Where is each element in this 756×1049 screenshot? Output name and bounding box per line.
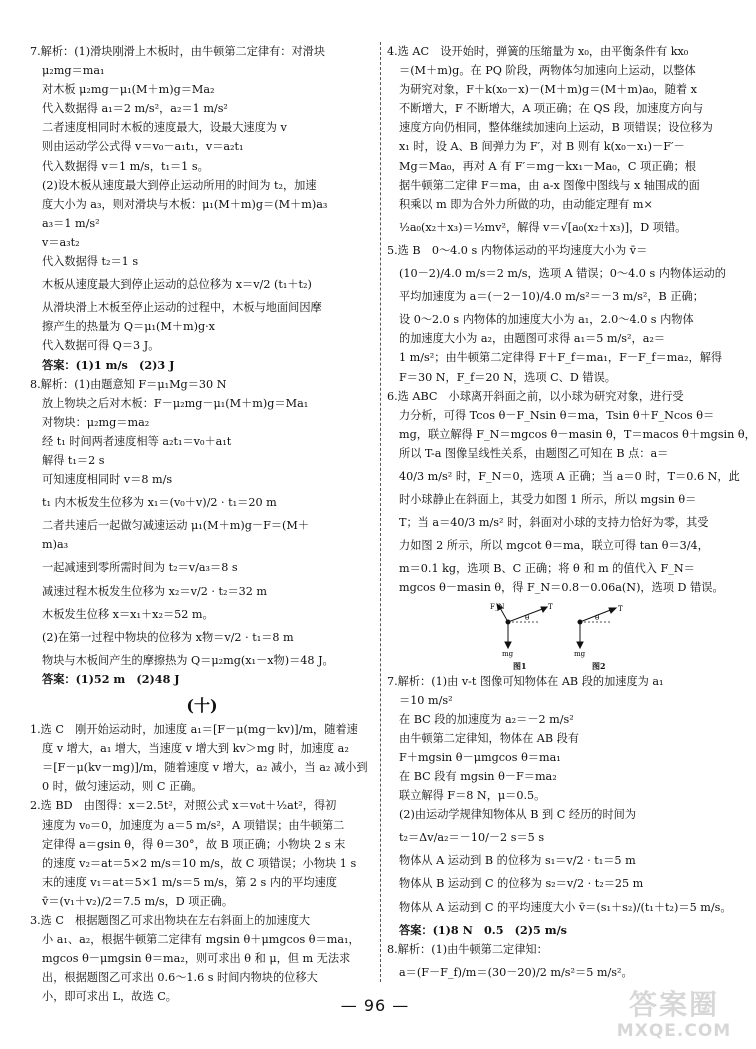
text-line: 对物块：μ₂mg＝ma₂ [42,415,150,429]
text-line: x₁ 时，设 A、B 间弹力为 F′，对 B 则有 k(x₀－x₁)－F′－ [399,140,685,154]
text-line: 解得 t₁＝2 s [42,453,105,467]
text-line: 放上物块之后对木板：F－μ₂mg－μ₁(M＋m)g＝Ma₁ [42,396,309,410]
text-line: 二者共速后一起做匀减速运动 μ₁(M＋m)g－F＝(M＋ [42,519,310,533]
text-line: 8.解析：(1)由牛顿第二定律知： [387,942,548,956]
text-line: 1.选 C 刚开始运动时，加速度 a₁＝[F－μ(mg－kv)]/m，随着速 [30,723,358,737]
text-line: F＋mgsin θ－μmgcos θ＝ma₁ [399,750,561,764]
text-line: 木板从速度最大到停止运动的总位移为 x＝v/2 (t₁＋t₂) [42,278,312,292]
text-line: 的速度 v₂＝at＝5×2 m/s＝10 m/s，故 C 项错误；小物块 1 s [42,856,357,870]
text-line: 物块与木板间产生的摩擦热为 Q＝μ₂mg(x₁－x物)＝48 J。 [42,653,334,667]
text-line: 5.选 B 0～4.0 s 内物体运动的平均速度大小为 v̄＝ [387,243,648,257]
text-line: 一起减速到零所需时间为 t₂＝v/a₃＝8 s [42,561,238,575]
text-line: 积乘以 m 即为合外力所做的功，由动能定理有 m× [399,197,653,211]
text-line: 小，即可求出 L，故选 C。 [42,990,177,1004]
text-line: a₃＝1 m/s² [42,216,100,230]
watermark-url: MXQE.COM [616,1021,732,1041]
text-line: (2)由运动学规律知物体从 B 到 C 经历的时间为 [399,808,637,822]
text-line: 设 0～2.0 s 内物体的加速度大小为 a₁，2.0～4.0 s 内物体 [399,313,694,327]
text-line: ＝(M＋m)g。在 PQ 阶段，两物体匀加速向上运动，以整体 [399,64,696,78]
text-line: 力如图 2 所示，所以 mgcot θ＝ma，联立可得 tan θ＝3/4， [399,539,709,553]
text-line: 度大小为 a₃，则对滑块与木板：μ₁(M＋m)g＝(M＋m)a₃ [42,197,328,211]
text-line: 代入数据可得 Q＝3 J。 [42,339,160,353]
text-line: 从滑块滑上木板至停止运动的过程中，木板与地面间因摩 [42,301,322,315]
text-line: 3.选 C 根据题图乙可求出物块在左右斜面上的加速度大 [30,914,311,928]
text-line: ＝[F－μ(kv－mg)]/m，随着速度 v 增大，a₂ 减小，当 a₂ 减小到 [42,761,368,775]
text-line: 定律得 a＝gsin θ，得 θ＝30°，故 B 项正确；小物块 2 s 末 [42,837,346,851]
text-line: t₂＝Δv/a₂＝－10/－2 s＝5 s [399,831,545,845]
text-line: 则由运动学公式得 v＝v₀－a₁t₁，v＝a₂t₁ [42,140,244,154]
text-line: 在 BC 段有 mgsin θ－F＝ma₂ [399,770,557,783]
text-line: (2)在第一过程中物块的位移为 x物＝v/2 · t₁＝8 m [42,630,294,644]
section-heading: (十) [186,696,218,715]
text-line: 为研究对象，F＋k(x₀－x)－(M＋m)g＝(M＋m)a₀，随着 x [399,83,697,97]
right-column [387,42,756,984]
text-line: 1 m/s²；由牛顿第二定律得 F＋F_f＝ma₁，F－F_f＝ma₂，解得 [399,351,723,365]
text-line: 的加速度大小为 a₂，由题图可求得 a₁＝5 m/s²，a₂＝ [399,332,666,346]
right-column-top [387,42,756,598]
text-line: mg，联立解得 F_N＝mgcos θ－masin θ，T＝macos θ＋mgsin θ， [399,427,756,441]
text-line: 7.解析：(1)由 v-t 图像可知物体在 AB 段的加速度为 a₁ [387,674,664,688]
fig2-label-t: T [618,604,623,613]
text-line: 40/3 m/s² 时，F_N＝0，选项 A 正确；当 a＝0 时，T＝0.6 N，此 [399,469,740,483]
text-line: m)a₃ [42,538,69,552]
text-line: a＝(F－F_f)/m＝(30－20)/2 m/s²＝5 m/s²。 [399,965,633,979]
text-line: 联立解得 F＝8 N，μ＝0.5。 [399,789,546,803]
figure-1 [497,604,547,648]
text-line: t₁ 内木板发生位移为 x₁＝(v₀＋v)/2 · t₁＝20 m [42,496,277,510]
text-line: 二者速度相同时木板的速度最大，设最大速度为 v [42,121,287,135]
fig1-caption: 图1 [513,660,527,671]
text-line: 速度为 v₀＝0，加速度为 a＝5 m/s²，A 项错误；由牛顿第二 [42,818,345,832]
text-line: 据牛顿第二定律 F＝ma，由 a-x 图像中图线与 x 轴围成的面 [399,178,700,192]
fig2-label-mg: mg [574,649,586,658]
answer-line: 答案：(1)8 N 0.5 (2)5 m/s [399,922,567,937]
watermark-text: 答案圈 [628,988,719,1021]
text-line: F＝30 N，F_f＝20 N，选项 C、D 错误。 [399,370,616,384]
page-number: — 96 — [340,996,410,1015]
force-diagram-svg [387,600,727,666]
text-line: (2)设木板从速度最大到停止运动所用的时间为 t₂，加速 [42,178,317,192]
text-line: m＝0.1 kg，选项 B、C 正确；将 θ 和 m 的值代入 F_N＝ [399,562,695,576]
text-line: 减速过程木板发生位移为 x₂＝v/2 · t₂＝32 m [42,584,268,598]
fig2-label-theta: θ [595,613,600,622]
text-line: 擦产生的热量为 Q＝μ₁(M＋m)g·x [42,320,215,334]
fig2-caption: 图2 [592,660,606,671]
text-line: 6.选 ABC 小球离开斜面之前，以小球为研究对象，进行受 [387,389,684,403]
text-line: mgcos θ－μmgsin θ＝ma₂，则可求出 θ 和 μ，但 m 无法求 [42,952,351,966]
text-line: 经 t₁ 时间两者速度相等 a₂t₁＝v₀＋a₁t [42,434,232,448]
text-line: 8.解析：(1)由题意知 F＝μ₁Mg＝30 N [30,377,227,391]
text-line: Mg＝Ma₀，再对 A 有 F′＝mg－kx₁－Ma₀，C 项正确；根 [399,159,696,173]
text-line: 代入数据得 a₁＝2 m/s²，a₂＝1 m/s² [42,102,228,116]
text-line: 0 时，做匀速运动，则 C 正确。 [42,780,203,794]
text-line: 末的速度 v₁＝at＝5×1 m/s＝5 m/s，第 2 s 内的平均速度 [42,875,337,889]
text-line: μ₂mg＝ma₁ [42,64,105,78]
text-line: 平均加速度为 a＝(－2－10)/4.0 m/s²＝－3 m/s²，B 正确； [399,290,704,304]
answer-line: 答案：(1)1 m/s (2)3 J [42,357,175,372]
text-line: 物体从 A 运动到 C 的平均速度大小 v̄＝(s₁＋s₂)/(t₁＋t₂)＝5 m/s。 [399,900,732,914]
text-line: v＝a₃t₂ [42,235,80,249]
text-line: 7.解析：(1)滑块刚滑上木板时，由牛顿第二定律有：对滑块 [30,45,326,58]
text-line: 物体从 B 运动到 C 的位移为 s₂＝v/2 · t₂＝25 m [399,877,644,891]
text-line: 代入数据得 t₂＝1 s [42,255,139,269]
text-line: 物体从 A 运动到 B 的位移为 s₁＝v/2 · t₁＝5 m [399,854,636,868]
text-line: ½a₀(x₂＋x₃)＝½mv²，解得 v＝√[a₀(x₂＋x₃)]，D 项错。 [399,220,687,234]
text-line: 速度方向仍相同，整体继续加速向上运动，B 项错误；设位移为 [399,121,713,135]
text-line: 不断增大，F 不断增大，A 项正确；在 QS 段，加速度方向与 [399,102,704,116]
fig1-label-fn: F_N [490,602,505,611]
force-diagrams [387,600,727,671]
text-line: (10－2)/4.0 m/s＝2 m/s，选项 A 错误；0～4.0 s 内物体运动的 [399,267,726,281]
text-line: 出，根据题图乙可求出 0.6～1.6 s 时间内物块的位移大 [42,971,318,985]
text-line: 在 BC 段的加速度为 a₂＝－2 m/s² [399,712,574,726]
fig1-label-theta: θ [525,613,530,622]
text-line: 度 v 增大，a₁ 增大，当速度 v 增大到 kv＞mg 时，加速度 a₂ [42,742,349,756]
text-line: 由牛顿第二定律知，物体在 AB 段有 [399,731,580,745]
text-line: 可知速度相同时 v＝8 m/s [42,473,173,487]
text-line: 4.选 AC 设开始时，弹簧的压缩量为 x₀，由平衡条件有 kx₀ [387,45,689,58]
text-line: 2.选 BD 由图得：x＝2.5t²，对照公式 x＝v₀t＋½at²，得初 [30,799,337,813]
text-line: 对木板 μ₂mg－μ₁(M＋m)g＝Ma₂ [42,83,215,97]
fig1-label-t: T [548,602,553,611]
text-line: mgcos θ－masin θ，得 F_N＝0.8－0.06a(N)，选项 D 错误。 [399,581,724,595]
left-column [30,42,374,1004]
text-line: T；当 a＝40/3 m/s² 时，斜面对小球的支持力恰好为零，其受 [399,516,709,530]
text-line: 时小球静止在斜面上，其受力如图 1 所示，所以 mgsin θ＝ [399,493,697,507]
text-line: 小 a₁、a₂，根据牛顿第二定律有 mgsin θ＋μmgcos θ＝ma₁， [42,933,360,947]
watermark [606,983,742,1041]
fig1-label-mg: mg [502,649,514,658]
column-divider [380,42,381,982]
right-column-bottom [387,672,732,982]
answer-line: 答案：(1)52 m (2)48 J [42,671,180,686]
text-line: 力分析，可得 Tcos θ－F_Nsin θ＝ma，Tsin θ＋F_Ncos θ＝ [399,408,715,422]
text-line: 所以 T-a 图像呈线性关系，由题图乙可知在 B 点：a＝ [399,446,669,460]
text-line: 木板发生位移 x＝x₁＋x₂＝52 m。 [42,607,214,621]
text-line: ＝10 m/s² [399,693,453,707]
text-line: v̄＝(v₁＋v₂)/2＝7.5 m/s，D 项正确。 [42,894,234,908]
text-line: 代入数据得 v＝1 m/s，t₁＝1 s。 [42,159,209,173]
